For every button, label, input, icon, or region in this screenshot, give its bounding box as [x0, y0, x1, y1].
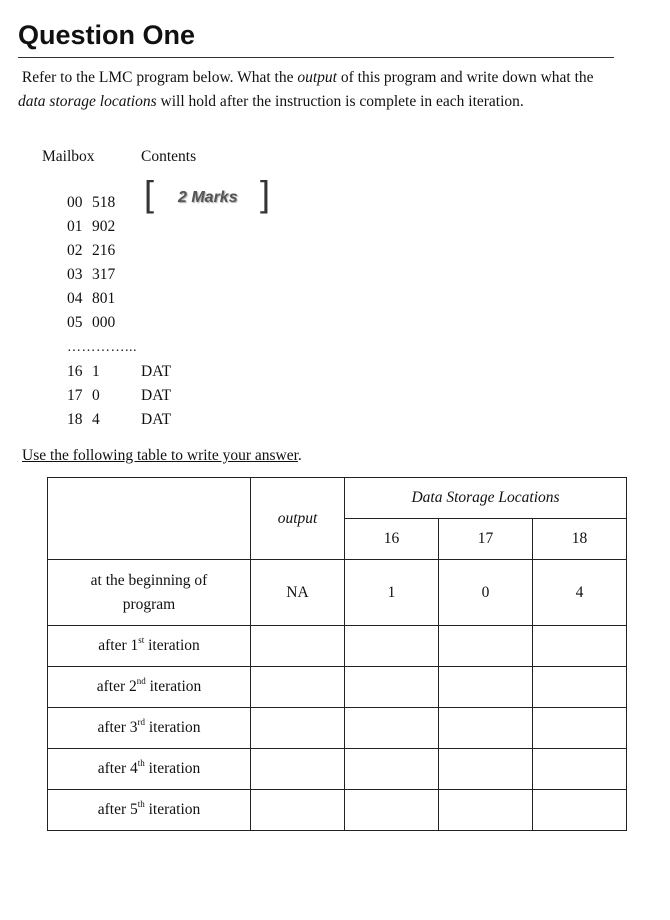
answer-cell[interactable]: [439, 708, 533, 749]
output-emphasis: output: [297, 69, 337, 86]
dat-label: DAT: [141, 387, 172, 404]
answer-cell[interactable]: [439, 667, 533, 708]
mailbox-number: 17: [67, 387, 83, 404]
left-bracket: [: [144, 173, 155, 214]
answer-cell[interactable]: [439, 790, 533, 831]
mailbox-number: 02: [67, 242, 83, 259]
mailbox-number: 00: [67, 194, 83, 211]
location-value-cell: 4: [533, 560, 627, 626]
row-label: after 1st iteration: [48, 626, 251, 667]
instruction-code: 518: [92, 194, 116, 211]
answer-cell[interactable]: [345, 708, 439, 749]
answer-cell[interactable]: [533, 749, 627, 790]
instruction-code: 801: [92, 290, 116, 307]
table-row: [48, 749, 627, 790]
data-value: 4: [92, 411, 100, 428]
table-instruction: Use the following table to write your answer.: [22, 447, 302, 464]
output-header: output: [251, 478, 345, 560]
answer-cell[interactable]: [533, 667, 627, 708]
mailbox-number: 18: [67, 411, 83, 428]
answer-cell[interactable]: [533, 708, 627, 749]
instruction-code: 216: [92, 242, 116, 259]
title-divider: [18, 57, 614, 58]
mailbox-header: Mailbox: [42, 148, 95, 165]
row-label: at the beginning of program: [48, 560, 251, 626]
mailbox-number: 05: [67, 314, 83, 331]
location-value-cell: 0: [439, 560, 533, 626]
answer-cell[interactable]: [345, 667, 439, 708]
mailbox-number: 03: [67, 266, 83, 283]
answer-cell[interactable]: [439, 749, 533, 790]
location-header: 18: [533, 519, 627, 560]
instruction-code: 902: [92, 218, 116, 235]
mailbox-number: 01: [67, 218, 83, 235]
question-title: Question One: [18, 20, 196, 50]
ellipsis: …………...: [67, 340, 137, 355]
question-text: Refer to the LMC program below. What the output of this program and write down what the data storage locations will hold after the instruction is complete in each iteration.: [18, 69, 594, 110]
answer-cell[interactable]: [345, 749, 439, 790]
data-value: 1: [92, 363, 100, 380]
answer-cell[interactable]: [251, 667, 345, 708]
dat-label: DAT: [141, 411, 172, 428]
marks-label: 2 Marks: [178, 189, 238, 206]
answer-cell[interactable]: [345, 790, 439, 831]
table-row: [48, 626, 627, 667]
right-bracket: ]: [260, 173, 271, 214]
answer-table: [47, 477, 627, 831]
answer-cell[interactable]: [439, 626, 533, 667]
answer-cell[interactable]: [251, 708, 345, 749]
answer-cell[interactable]: [251, 790, 345, 831]
answer-cell[interactable]: [251, 749, 345, 790]
contents-header: Contents: [141, 148, 197, 165]
dat-label: DAT: [141, 363, 172, 380]
instruction-code: 317: [92, 266, 116, 283]
row-label: after 3rd iteration: [48, 708, 251, 749]
row-label: after 4th iteration: [48, 749, 251, 790]
mailbox-number: 16: [67, 363, 83, 380]
table-row: [48, 560, 627, 626]
mailbox-number: 04: [67, 290, 83, 307]
dsl-header: Data Storage Locations: [345, 478, 627, 519]
row-label: after 2nd iteration: [48, 667, 251, 708]
answer-cell[interactable]: [533, 626, 627, 667]
corner-cell: [48, 478, 251, 560]
row-label: after 5th iteration: [48, 790, 251, 831]
data-value: 0: [92, 387, 100, 404]
table-row: [48, 708, 627, 749]
answer-cell[interactable]: [345, 626, 439, 667]
dsl-emphasis: data storage locations: [18, 93, 157, 110]
answer-cell[interactable]: [533, 790, 627, 831]
location-header: 16: [345, 519, 439, 560]
table-row: [48, 667, 627, 708]
table-row: [48, 790, 627, 831]
answer-cell[interactable]: [251, 626, 345, 667]
output-cell: NA: [251, 560, 345, 626]
instruction-code: 000: [92, 314, 116, 331]
location-header: 17: [439, 519, 533, 560]
location-value-cell: 1: [345, 560, 439, 626]
